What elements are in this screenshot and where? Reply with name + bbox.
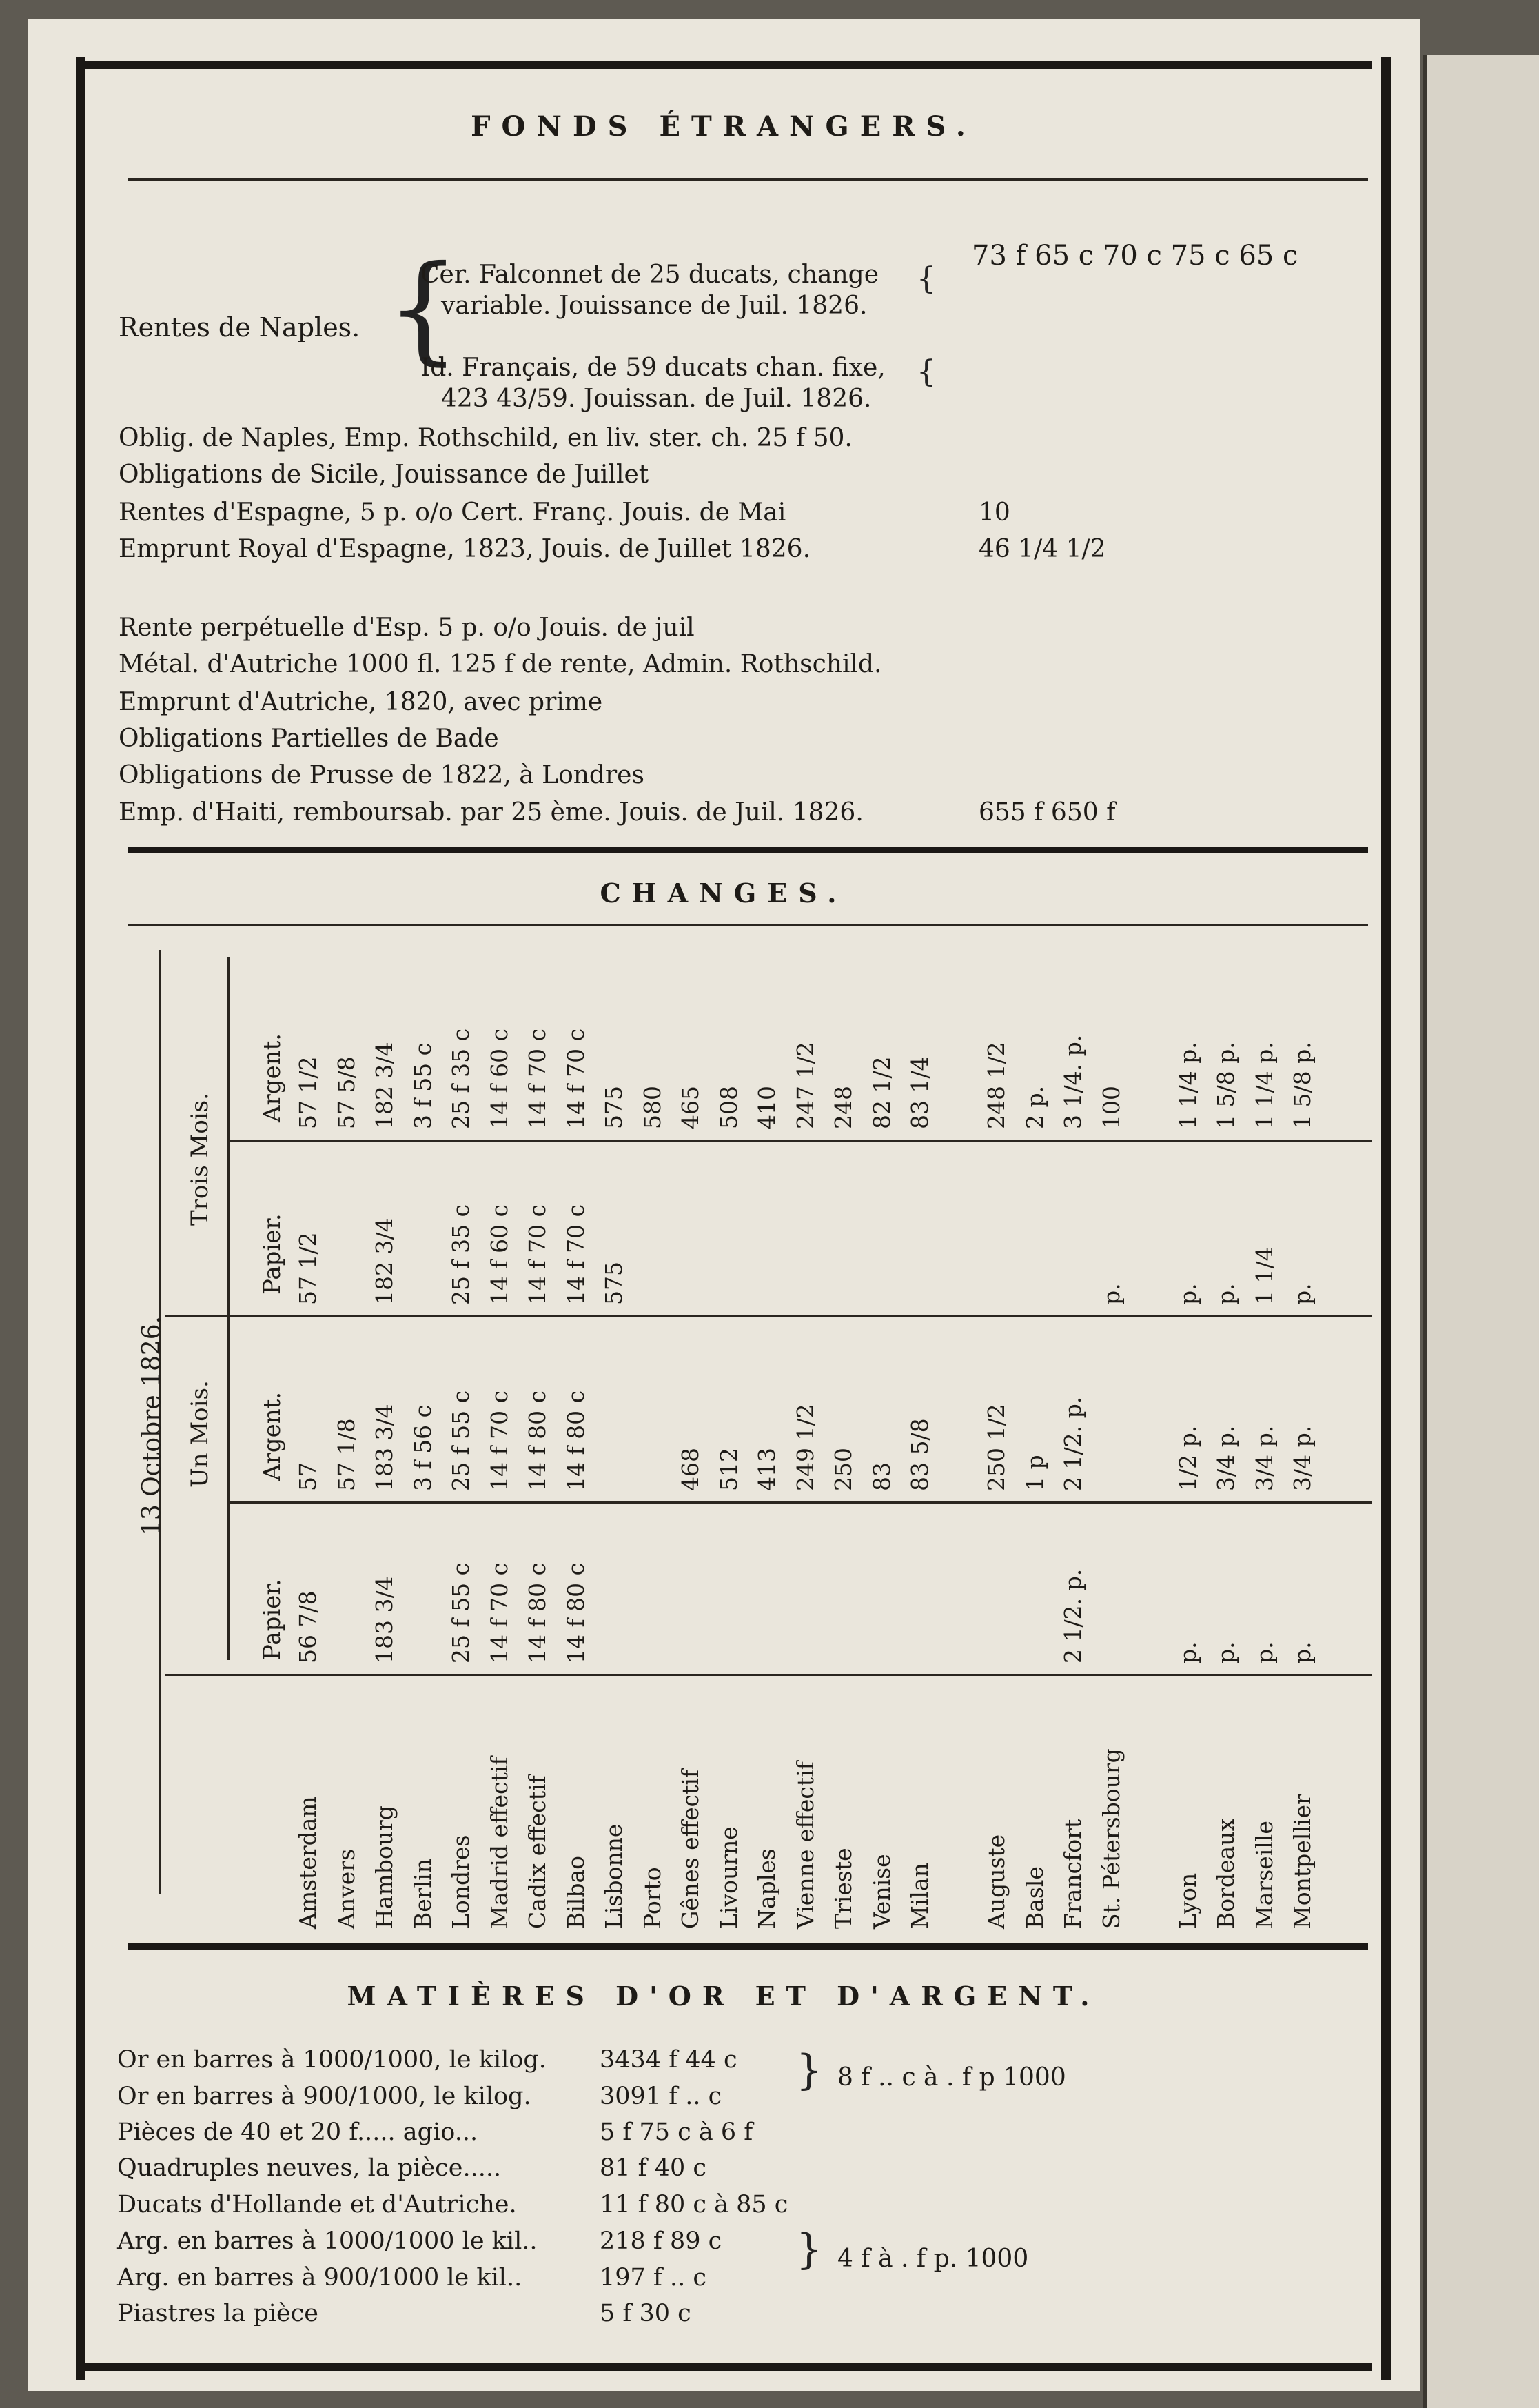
changes-place: Porto — [638, 1867, 666, 1929]
fonds-row-label: Obligations de Prusse de 1822, à Londres — [119, 761, 644, 789]
changes-cell: 14 f 60 c — [485, 1028, 513, 1129]
changes-cell: 57 — [294, 1462, 321, 1491]
trois-subdivider — [227, 1140, 1372, 1142]
matieres-row-label: Piastres la pièce — [117, 2300, 318, 2327]
matieres-row-label: Ducats d'Hollande et d'Autriche. — [117, 2191, 517, 2218]
changes-place: Londres — [447, 1834, 474, 1929]
naples-label: Rentes de Naples. — [119, 312, 360, 343]
matieres-row-label: Pièces de 40 et 20 f..... agio... — [117, 2118, 478, 2146]
changes-cell: 248 1/2 — [983, 1042, 1010, 1129]
matieres-row-label: Or en barres à 900/1000, le kilog. — [117, 2083, 531, 2110]
changes-cell: 25 f 55 c — [447, 1390, 474, 1491]
fonds-row — [119, 688, 602, 716]
changes-cell: p. — [1212, 1283, 1239, 1305]
changes-cell: 14 f 70 c — [485, 1562, 513, 1663]
changes-cell: 25 f 55 c — [447, 1562, 474, 1663]
head-un-argent: Argent. — [258, 1391, 286, 1481]
naples-line2a: Id. Français, de 59 ducats chan. fixe, — [420, 354, 886, 382]
changes-cell: p. — [1174, 1641, 1201, 1663]
matieres-row-value: 218 f 89 c — [600, 2227, 722, 2255]
matieres-row-value: 3091 f .. c — [600, 2083, 722, 2110]
changes-cell: 14 f 80 c — [524, 1562, 551, 1663]
changes-cell: 3 f 56 c — [409, 1404, 436, 1491]
matieres-row-value: 81 f 40 c — [600, 2154, 707, 2182]
fonds-row-label: Emp. d'Haiti, remboursab. par 25 ème. Jouis. de Juil. 1826. — [119, 798, 864, 827]
changes-cell: 249 1/2 — [791, 1404, 819, 1491]
matieres-row-value: 197 f .. c — [600, 2264, 706, 2291]
matieres-row-value: 11 f 80 c à 85 c — [600, 2191, 788, 2218]
changes-cell: 2 1/2. p. — [1059, 1396, 1086, 1491]
changes-cell: 250 1/2 — [983, 1404, 1010, 1491]
fonds-rule — [128, 178, 1368, 181]
changes-cell: 82 1/2 — [868, 1056, 895, 1129]
head-trois-argent: Argent. — [258, 1033, 286, 1122]
matieres-row-value: 5 f 75 c à 6 f — [600, 2118, 753, 2146]
fonds-row-label: Obligations de Sicile, Jouissance de Juillet — [119, 461, 649, 489]
changes-cell: 413 — [753, 1448, 780, 1491]
naples-brace: { — [386, 241, 461, 377]
header-line-months — [227, 957, 230, 1660]
fonds-row-label: Emprunt d'Autriche, 1820, avec prime — [119, 688, 603, 716]
fonds-row-label: Obligations Partielles de Bade — [119, 725, 499, 753]
changes-cell: 575 — [600, 1262, 627, 1305]
fonds-row-value: 655 f 650 f — [979, 798, 1116, 827]
changes-cell: 57 1/2 — [294, 1056, 321, 1129]
fonds-row — [119, 498, 786, 527]
changes-place: Madrid effectif — [485, 1757, 513, 1929]
head-un-mois: Un Mois. — [186, 1380, 214, 1488]
changes-place: Amsterdam — [294, 1796, 321, 1929]
changes-place: Anvers — [332, 1849, 360, 1929]
changes-cell: 14 f 80 c — [524, 1390, 551, 1491]
changes-place: Hambourg — [371, 1805, 398, 1929]
changes-cell: 182 3/4 — [371, 1042, 398, 1129]
matieres-row-label: Arg. en barres à 1000/1000 le kil.. — [117, 2227, 538, 2255]
changes-place: Cadix effectif — [524, 1775, 551, 1929]
changes-cell: 14 f 70 c — [524, 1204, 551, 1305]
changes-place: Bilbao — [562, 1855, 589, 1929]
changes-cell: 2 p. — [1021, 1085, 1048, 1129]
document-page — [28, 19, 1420, 2391]
matieres-row-value: 3434 f 44 c — [600, 2046, 737, 2074]
fonds-row-label: Rentes d'Espagne, 5 p. o/o Cert. Franç. Jouis. de Mai — [119, 498, 786, 527]
changes-cell: 1 5/8 p. — [1212, 1042, 1239, 1129]
changes-cell: 182 3/4 — [371, 1217, 398, 1305]
changes-cell: 1 5/8 p. — [1289, 1042, 1316, 1129]
fonds-title: FONDS ÉTRANGERS. — [471, 110, 977, 143]
or-note: 8 f .. c à . f p 1000 — [837, 2063, 1066, 2092]
changes-cell: 3/4 p. — [1250, 1425, 1278, 1491]
facing-page-edge — [1423, 55, 1539, 2408]
changes-cell: 83 5/8 — [906, 1418, 933, 1491]
changes-cell: 2 1/2. p. — [1059, 1568, 1086, 1663]
changes-cell: 57 1/2 — [294, 1232, 321, 1305]
changes-cell: p. — [1097, 1283, 1125, 1305]
changes-cell: p. — [1212, 1641, 1239, 1663]
fonds-row — [119, 725, 499, 753]
changes-cell: 100 — [1097, 1086, 1125, 1129]
fonds-row — [119, 424, 853, 452]
naples-small-brace-1: { — [917, 261, 936, 296]
changes-cell: 183 3/4 — [371, 1404, 398, 1491]
changes-place: Berlin — [409, 1859, 436, 1929]
changes-place: Livourne — [715, 1826, 742, 1929]
changes-cell: 183 3/4 — [371, 1576, 398, 1663]
changes-cell: 1/2 p. — [1174, 1425, 1201, 1491]
naples-small-brace-2: { — [917, 354, 936, 389]
changes-cell: 57 1/8 — [332, 1418, 360, 1491]
changes-place: Trieste — [830, 1848, 857, 1929]
changes-place: Basle — [1021, 1866, 1048, 1929]
changes-rule — [128, 924, 1368, 926]
changes-place: Auguste — [983, 1834, 1010, 1929]
changes-cell: 3 f 55 c — [409, 1042, 436, 1129]
fonds-row-value: 10 — [979, 498, 1010, 527]
changes-cell: 248 — [830, 1086, 857, 1129]
trois-un-divider — [165, 1315, 1372, 1317]
changes-cell: 14 f 80 c — [562, 1390, 589, 1491]
head-trois-mois: Trois Mois. — [186, 1093, 214, 1226]
fonds-row — [119, 535, 811, 563]
changes-cell: 83 1/4 — [906, 1056, 933, 1129]
fonds-row — [119, 614, 695, 642]
matieres-row-label: Arg. en barres à 900/1000 le kil.. — [117, 2264, 522, 2291]
bottom-rule — [85, 2363, 1372, 2371]
changes-cell: 575 — [600, 1086, 627, 1129]
changes-place: Bordeaux — [1212, 1818, 1239, 1929]
places-divider — [165, 1674, 1372, 1676]
changes-place: Vienne effectif — [791, 1761, 819, 1929]
changes-place: Milan — [906, 1863, 933, 1929]
matieres-top-rule — [128, 1943, 1368, 1950]
changes-date: 13 Octobre 1826. — [138, 1315, 166, 1536]
changes-cell: 250 — [830, 1448, 857, 1491]
changes-place: Naples — [753, 1848, 780, 1929]
changes-cell: 580 — [638, 1086, 666, 1129]
changes-cell: 465 — [677, 1086, 704, 1129]
arg-note: 4 f à . f p. 1000 — [837, 2245, 1029, 2273]
changes-place: Lyon — [1174, 1872, 1201, 1929]
fonds-row-label: Oblig. de Naples, Emp. Rothschild, en liv. ster. ch. 25 f 50. — [119, 424, 853, 452]
naples-line1a: Cer. Falconnet de 25 ducats, change — [420, 261, 879, 289]
changes-cell: 14 f 80 c — [562, 1562, 589, 1663]
changes-place: Francfort — [1059, 1819, 1086, 1929]
top-rule — [85, 61, 1372, 69]
changes-cell: p. — [1289, 1283, 1316, 1305]
changes-cell: 512 — [715, 1448, 742, 1491]
changes-cell: 14 f 70 c — [562, 1028, 589, 1129]
changes-cell: p. — [1289, 1641, 1316, 1663]
head-un-papier: Papier. — [258, 1579, 286, 1660]
changes-cell: 1 1/4 p. — [1174, 1042, 1201, 1129]
changes-cell: 508 — [715, 1086, 742, 1129]
changes-cell: 247 1/2 — [791, 1042, 819, 1129]
fonds-row — [119, 761, 644, 789]
or-brace: } — [796, 2046, 823, 2094]
matieres-title: MATIÈRES D'OR ET D'ARGENT. — [347, 1981, 1101, 2012]
changes-cell: 25 f 35 c — [447, 1204, 474, 1305]
changes-cell: 1 p — [1021, 1455, 1048, 1491]
changes-place: Montpellier — [1289, 1794, 1316, 1929]
fonds-row — [119, 461, 649, 489]
naples-line1b: variable. Jouissance de Juil. 1826. — [441, 292, 868, 320]
changes-cell: 14 f 70 c — [562, 1204, 589, 1305]
changes-cell: 14 f 70 c — [485, 1390, 513, 1491]
changes-top-rule — [128, 847, 1368, 853]
changes-cell: 3/4 p. — [1289, 1425, 1316, 1491]
changes-cell: 14 f 70 c — [524, 1028, 551, 1129]
matieres-row-label: Or en barres à 1000/1000, le kilog. — [117, 2046, 547, 2074]
fonds-row-label: Emprunt Royal d'Espagne, 1823, Jouis. de Juillet 1826. — [119, 535, 811, 563]
naples-line2b: 423 43/59. Jouissan. de Juil. 1826. — [441, 385, 872, 413]
changes-place: St. Pétersbourg — [1097, 1748, 1125, 1929]
fonds-row — [119, 798, 864, 827]
head-trois-papier: Papier. — [258, 1213, 286, 1295]
matieres-row-value: 5 f 30 c — [600, 2300, 691, 2327]
changes-cell: 468 — [677, 1448, 704, 1491]
changes-cell: 83 — [868, 1462, 895, 1491]
matieres-row-label: Quadruples neuves, la pièce..... — [117, 2154, 502, 2182]
fonds-row-value: 46 1/4 1/2 — [979, 535, 1106, 563]
fonds-row-label: Métal. d'Autriche 1000 fl. 125 f de rente, Admin. Rothschild. — [119, 650, 882, 678]
changes-place: Gênes effectif — [677, 1769, 704, 1929]
changes-cell: p. — [1174, 1283, 1201, 1305]
changes-place: Venise — [868, 1854, 895, 1929]
un-subdivider — [227, 1501, 1372, 1504]
changes-cell: 56 7/8 — [294, 1590, 321, 1663]
arg-brace: } — [796, 2225, 823, 2274]
changes-cell: 57 5/8 — [332, 1056, 360, 1129]
changes-cell: p. — [1250, 1641, 1278, 1663]
fonds-row-label: Rente perpétuelle d'Esp. 5 p. o/o Jouis. de juil — [119, 614, 695, 642]
naples-value: 73 f 65 c 70 c 75 c 65 c — [972, 240, 1298, 272]
fonds-row — [119, 650, 881, 678]
changes-place: Lisbonne — [600, 1823, 627, 1929]
changes-cell: 25 f 35 c — [447, 1028, 474, 1129]
changes-title: CHANGES. — [600, 878, 848, 909]
changes-cell: 3 1/4. p. — [1059, 1034, 1086, 1129]
changes-cell: 1 1/4 — [1250, 1246, 1278, 1305]
changes-cell: 3/4 p. — [1212, 1425, 1239, 1491]
changes-place: Marseille — [1250, 1821, 1278, 1929]
changes-cell: 14 f 60 c — [485, 1204, 513, 1305]
changes-cell: 410 — [753, 1086, 780, 1129]
changes-cell: 1 1/4 p. — [1250, 1042, 1278, 1129]
